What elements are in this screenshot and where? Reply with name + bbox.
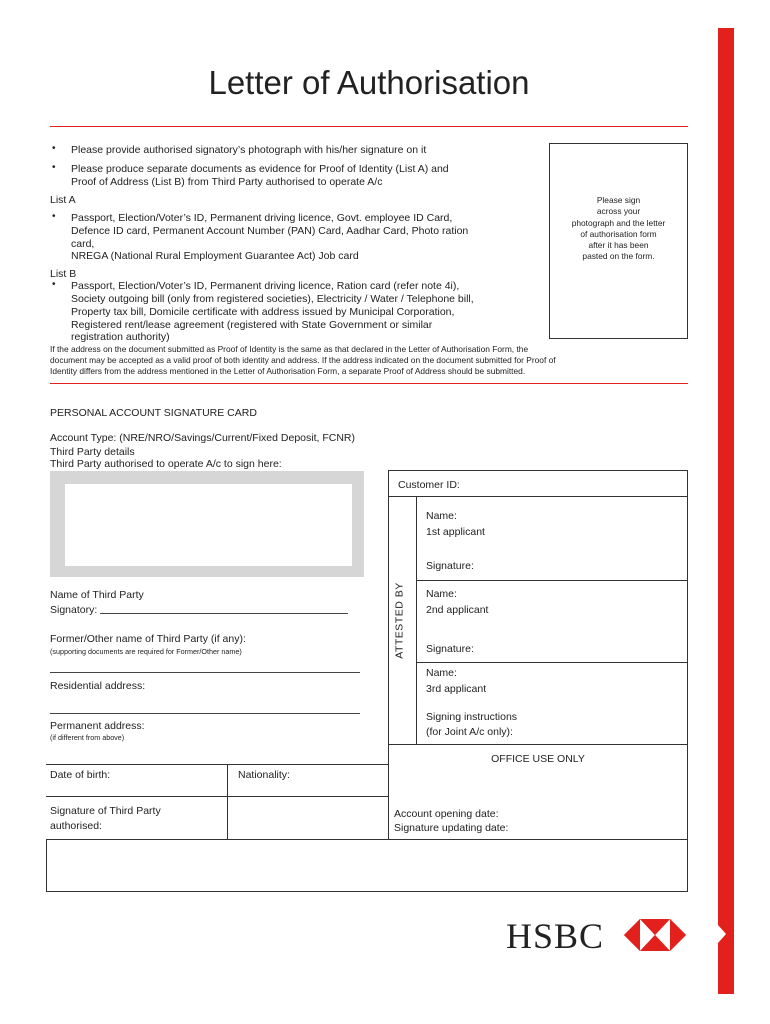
bullet-dot: • [52,162,56,173]
side-bar-notch [718,925,726,943]
signature-updating-date-label[interactable]: Signature updating date: [394,822,509,834]
applicant2-label: 2nd applicant [426,604,489,616]
list-b-line4: Registered rent/lease agreement (registered with State Government or similar [71,319,433,331]
applicant2-signature-label[interactable]: Signature: [426,643,474,655]
bottom-box[interactable] [46,839,688,892]
list-b-line3: Property tax bill, Domicile certificate with address issued by Municipal Corporation, [71,306,455,318]
grid-line [227,764,228,839]
list-b-line5: registration authority) [71,331,170,343]
instruction-proof-line2: Proof of Address (List B) from Third Party authorised to operate A/c [71,176,383,188]
signature-third-party-label: Signature of Third Party [50,805,161,817]
grid-line [46,764,388,765]
applicant2-name-label[interactable]: Name: [426,588,457,600]
former-name-label: Former/Other name of Third Party (if any): [50,633,246,645]
hsbc-wordmark: HSBC [506,916,605,956]
photo-instruction-line4: of authorisation form [580,228,657,239]
photo-instruction-line1: Please sign [596,195,641,205]
list-b-line2: Society outgoing bill (only from registered societies), Electricity / Water / Telephone bill, [71,293,474,305]
list-a-line3: card, [71,238,95,250]
bullet-dot: • [52,211,56,222]
applicant3-name-label[interactable]: Name: [426,667,457,679]
photo-instruction-line6: pasted on the form. [582,251,655,262]
photo-instruction-line2: across your [596,206,641,217]
grid-line [416,580,688,581]
address-note-line2: document may be accepted as a valid proof of both identity and address. If the address indicated on the document submitted for Proof of [50,355,556,365]
grid-line [388,744,688,745]
third-party-details: Third Party details [50,446,135,458]
instruction-proof-line1: Please produce separate documents as evidence for Proof of Identity (List A) and [71,163,449,175]
former-name-note: (supporting documents are required for Former/Other name) [50,647,242,656]
applicant1-label: 1st applicant [426,526,485,538]
bullet-dot: • [52,279,56,290]
section-divider [50,383,688,384]
list-b-line1: Passport, Election/Voter’s ID, Permanent driving licence, Ration card (refer note 4i), [71,280,460,292]
brand-side-bar [718,28,734,994]
signature-area-frame [50,471,364,577]
photo-instruction-line5: after it has been [588,240,649,251]
dob-label[interactable]: Date of birth: [50,769,111,781]
applicant3-label: 3rd applicant [426,683,487,695]
permanent-address-label: Permanent address: [50,720,145,732]
list-a-line2: Defence ID card, Permanent Account Number (PAN) Card, Aadhar Card, Photo ration [71,225,469,237]
address-note-line1: If the address on the document submitted as Proof of Identity is the same as that declared in the Letter of Authorisation Form, the [50,344,529,354]
sign-here-label: Third Party authorised to operate A/c to sign here: [50,458,282,470]
signatory-label: Signatory: [50,604,98,616]
signatory-input[interactable] [100,613,348,614]
list-a-label: List A [50,194,76,206]
third-party-name-label: Name of Third Party [50,589,144,601]
grid-line [388,496,688,497]
photo-instruction-line3: photograph and the letter [571,217,666,228]
signature-authorised-label: authorised: [50,820,102,832]
photo-box[interactable] [549,143,688,339]
list-a-line1: Passport, Election/Voter’s ID, Permanent driving licence, Govt. employee ID Card, [71,212,453,224]
grid-line [416,662,688,663]
page-title: Letter of Authorisation [208,64,530,101]
applicant1-name-label[interactable]: Name: [426,510,457,522]
address-note-line3: Identity differs from the address mentioned in the Letter of Authorisation Form, a separate Proof of Address should be submitted. [50,366,526,376]
grid-line [416,496,417,744]
list-a-line4: NREGA (National Rural Employment Guarantee Act) Job card [71,250,359,262]
bullet-dot: • [52,143,56,154]
residential-address-input[interactable] [50,713,360,714]
signing-instructions-label: Signing instructions [426,711,518,723]
former-name-input[interactable] [50,672,360,673]
residential-address-label: Residential address: [50,680,146,692]
account-opening-date-label[interactable]: Account opening date: [394,808,499,820]
applicant1-signature-label[interactable]: Signature: [426,560,474,572]
title-divider [50,126,688,127]
grid-line [46,796,388,797]
signing-instructions-note[interactable]: (for Joint A/c only): [426,726,513,738]
attested-by-label: ATTESTED BY [393,582,406,659]
signature-area[interactable] [65,484,352,566]
office-use-heading: OFFICE USE ONLY [491,753,585,765]
customer-id-label[interactable]: Customer ID: [398,479,460,491]
instruction-photo: Please provide authorised signatory’s photograph with his/her signature on it [71,144,427,156]
hsbc-hexagon-logo-icon [624,919,686,951]
signature-card-heading: PERSONAL ACCOUNT SIGNATURE CARD [50,407,257,419]
list-b-label: List B [50,268,77,280]
account-type: Account Type: (NRE/NRO/Savings/Current/Fixed Deposit, FCNR) [50,432,355,444]
permanent-address-note: (if different from above) [50,733,125,742]
nationality-label[interactable]: Nationality: [238,769,290,781]
